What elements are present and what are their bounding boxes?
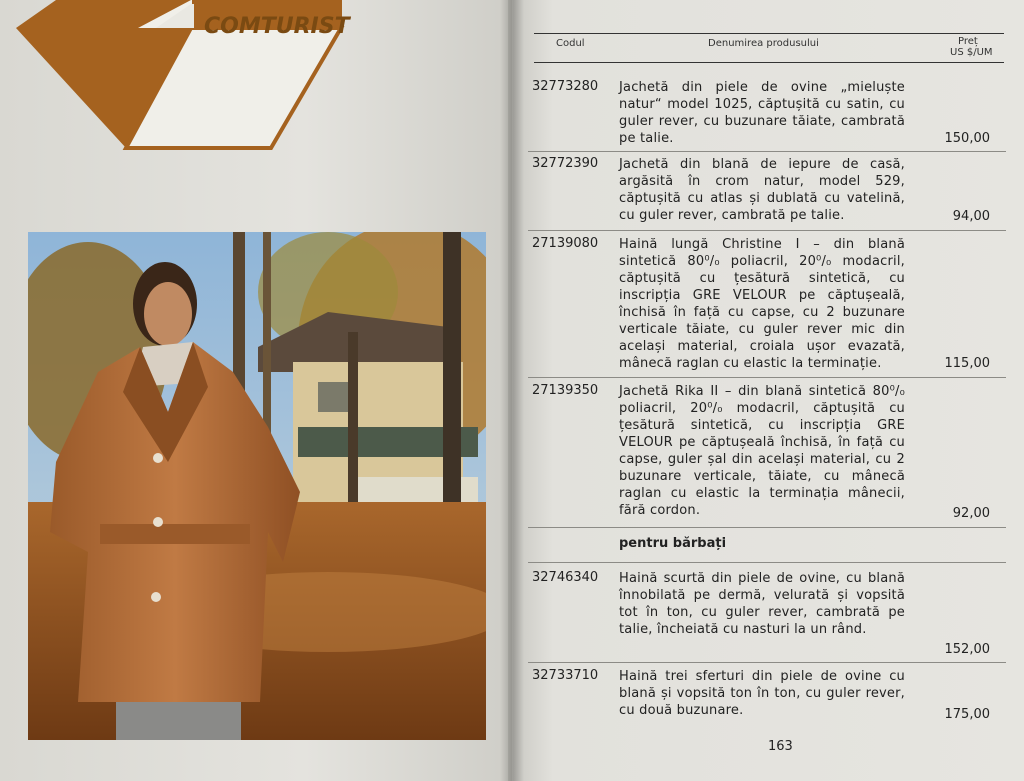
- product-code: 32772390: [532, 156, 599, 171]
- header-bottom-rule: [534, 62, 1004, 63]
- row-separator: [528, 562, 1006, 563]
- page-number: 163: [768, 739, 793, 754]
- product-description: Jachetă din blană de iepure de casă, argăsită în crom natur, model 529, căptușită cu atlas și dublată cu vatelină, cu guler rever, cambrată pe talie.: [619, 157, 905, 223]
- man-in-sheepskin-coat-photo: [28, 232, 486, 740]
- section-heading-men: pentru bărbați: [619, 536, 727, 551]
- product-price: 115,00: [944, 356, 990, 371]
- column-header-price: [950, 36, 993, 58]
- column-header-code: Codul: [556, 38, 585, 49]
- product-price: 152,00: [944, 642, 990, 657]
- brand-name: COMTURIST: [204, 14, 350, 39]
- row-separator: [528, 377, 1006, 378]
- product-code: 32773280: [532, 79, 599, 94]
- product-code: 27139080: [532, 236, 599, 251]
- row-separator: [528, 230, 1006, 231]
- product-code: 27139350: [532, 383, 599, 398]
- book-spine: [500, 0, 524, 781]
- product-description: Haină lungă Christine I – din blană sintetică 80⁰/₀ poliacril, 20⁰/₀ modacril, căptușită cu țesătură sintetică, cu inscripția GRE VELOUR pe căptușeală, închisă în față cu capse, cu 2 buzunare verticale tăiate, cu guler rever mic din același material, croiala ușor evazată, mânecă raglan cu elastic la terminație.: [619, 237, 905, 371]
- product-code: 32746340: [532, 570, 599, 585]
- product-description: Haină scurtă din piele de ovine, cu blană înnobilată pe dermă, velurată și vopsită tot în ton, cu guler rever, cambrată pe talie, încheiată cu nasturi la un rând.: [619, 571, 905, 637]
- row-separator: [528, 527, 1006, 528]
- product-price: 94,00: [952, 209, 990, 224]
- price-header-line-2: US $/UM: [950, 47, 993, 58]
- product-price: 150,00: [944, 131, 990, 146]
- product-price: 92,00: [952, 506, 990, 521]
- product-code: 32733710: [532, 668, 599, 683]
- column-header-product-name: Denumirea produsului: [708, 38, 819, 49]
- product-description: Jachetă din piele de ovine „mieluște natur“ model 1025, căptușită cu satin, cu guler rever, cu buzunare tăiate, cambrată pe talie.: [619, 80, 905, 146]
- product-price: 175,00: [944, 707, 990, 722]
- row-separator: [528, 151, 1006, 152]
- product-description: Haină trei sferturi din piele de ovine cu blană și vopsită ton în ton, cu guler rever, cu două buzunare.: [619, 669, 905, 718]
- product-description: Jachetă Rika II – din blană sintetică 80⁰/₀ poliacril, 20⁰/₀ modacril, căptușită cu țesătură sintetică, cu inscripția GRE VELOUR pe căptușeală închisă, în față cu capse, guler șal din același material, cu 2 buzunare verticale, tăiate, cu mânecă raglan cu elastic la terminația mânecii, fără cordon.: [619, 384, 905, 518]
- header-top-rule: [534, 33, 1004, 34]
- row-separator: [528, 662, 1006, 663]
- price-header-line-1: Preț: [958, 36, 978, 47]
